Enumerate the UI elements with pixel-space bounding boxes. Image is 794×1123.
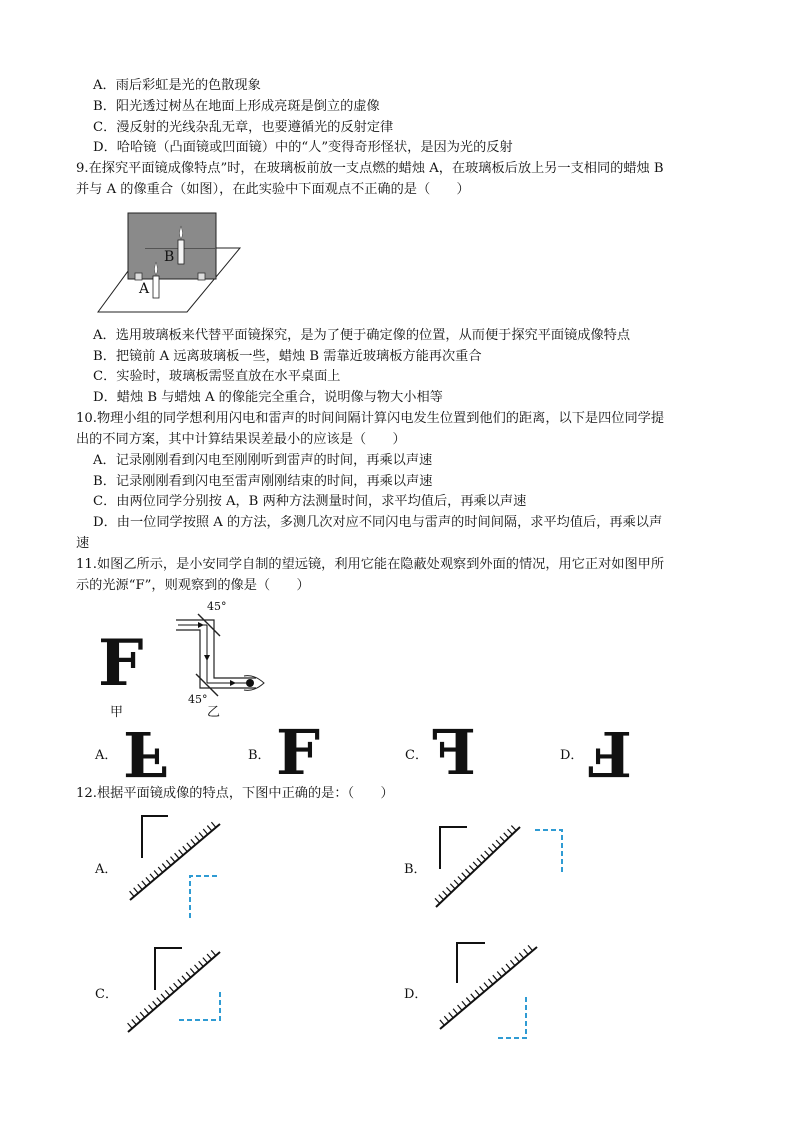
q10-option-d-continued: 速 bbox=[76, 536, 90, 551]
q9-option-b: B．把镜前 A 远离玻璃板一些，蜡烛 B 需靠近玻璃板方能再次重合 bbox=[93, 349, 482, 364]
q11-choice-c-glyph: F bbox=[432, 716, 477, 789]
q10-stem-line1: 10.物理小组的同学想利用闪电和雷声的时间间隔计算闪电发生位置到他们的距离，以下是四位同学提 bbox=[76, 411, 665, 426]
q8-option-c: C．漫反射的光线杂乱无章，也要遵循光的反射定律 bbox=[93, 120, 394, 135]
q9-label-a: A bbox=[139, 281, 150, 297]
q11-stem-line2: 示的光源“F”，则观察到的像是（ ） bbox=[76, 578, 310, 593]
object-shape bbox=[457, 943, 485, 983]
q12-choice-d-label: D． bbox=[404, 987, 428, 1002]
q11-periscope-diagram bbox=[170, 610, 280, 710]
q12-choice-c-label: C． bbox=[95, 987, 118, 1002]
q11-choice-b-glyph: F bbox=[276, 716, 321, 789]
image-shape bbox=[190, 876, 217, 920]
q9-stem-line2: 并与 A 的像重合（如图），在此实验中下面观点不正确的是（ ） bbox=[76, 182, 470, 197]
q8-option-d: D．哈哈镜（凸面镜或凹面镜）中的“人”变得奇形怪状，是因为光的反射 bbox=[93, 140, 513, 155]
q12-choice-c-figure bbox=[122, 940, 232, 1040]
q10-option-a: A．记录刚刚看到闪电至刚刚听到雷声的时间，再乘以声速 bbox=[93, 453, 433, 468]
q9-option-a: A．选用玻璃板来代替平面镜探究，是为了便于确定像的位置，从而便于探究平面镜成像特点 bbox=[93, 328, 631, 343]
q11-angle-bottom: 45° bbox=[188, 693, 208, 706]
q8-option-a: A．雨后彩虹是光的色散现象 bbox=[93, 78, 261, 93]
q9-option-d: D．蜡烛 B 与蜡烛 A 的像能完全重合，说明像与物大小相等 bbox=[93, 390, 443, 405]
image-shape bbox=[176, 992, 220, 1020]
q11-choice-d-glyph: F bbox=[588, 717, 633, 790]
q11-choice-a-label: A． bbox=[95, 748, 118, 763]
object-shape bbox=[440, 827, 467, 869]
q10-option-c: C．由两位同学分别按 A，B 两种方法测量时间，求平均值后，再乘以声速 bbox=[93, 494, 527, 509]
q12-stem: 12.根据平面镜成像的特点，下图中正确的是：（ ） bbox=[76, 786, 394, 801]
q8-option-b: B．阳光透过树丛在地面上形成亮斑是倒立的虚像 bbox=[93, 99, 380, 114]
object-shape bbox=[155, 948, 182, 990]
q12-choice-d-figure bbox=[432, 935, 547, 1045]
q11-choice-a-glyph: F bbox=[123, 717, 168, 790]
q11-label-yi: 乙 bbox=[207, 705, 221, 720]
q11-choice-c-label: C． bbox=[405, 748, 428, 763]
q10-option-d: D．由一位同学按照 A 的方法，多测几次对应不同闪电与雷声的时间间隔，求平均值后，再乘以声 bbox=[93, 515, 663, 530]
q9-stem-line1: 9.在探究平面镜成像特点”时，在玻璃板前放一支点燃的蜡烛 A，在玻璃板后放上另一支相同的蜡烛 B bbox=[76, 161, 664, 176]
q10-stem-line2: 出的不同方案，其中计算结果误差最小的应该是（ ） bbox=[76, 432, 406, 447]
object-shape bbox=[142, 816, 168, 858]
image-shape bbox=[535, 830, 562, 873]
q11-stem-line1: 11.如图乙所示，是小安同学自制的望远镜，利用它能在隐蔽处观察到外面的情况，用它正对如图甲所 bbox=[76, 557, 665, 572]
q9-option-c: C．实验时，玻璃板需竖直放在水平桌面上 bbox=[93, 369, 341, 384]
q11-choice-d-label: D． bbox=[560, 748, 584, 763]
q12-choice-a-label: A． bbox=[95, 862, 118, 877]
q12-choice-b-label: B． bbox=[404, 862, 427, 877]
q12-choice-b-figure bbox=[430, 815, 570, 915]
q12-choice-a-figure bbox=[122, 810, 232, 925]
q9-label-b: B bbox=[164, 249, 175, 265]
q11-choice-b-label: B． bbox=[248, 748, 271, 763]
q11-source-f: F bbox=[98, 626, 144, 701]
q10-option-b: B．记录刚刚看到闪电至雷声刚刚结束的时间，再乘以声速 bbox=[93, 474, 433, 489]
q11-angle-top: 45° bbox=[207, 600, 227, 613]
image-shape bbox=[498, 997, 526, 1038]
q11-label-jia: 甲 bbox=[110, 705, 124, 720]
q9-candle-figure bbox=[95, 210, 245, 320]
